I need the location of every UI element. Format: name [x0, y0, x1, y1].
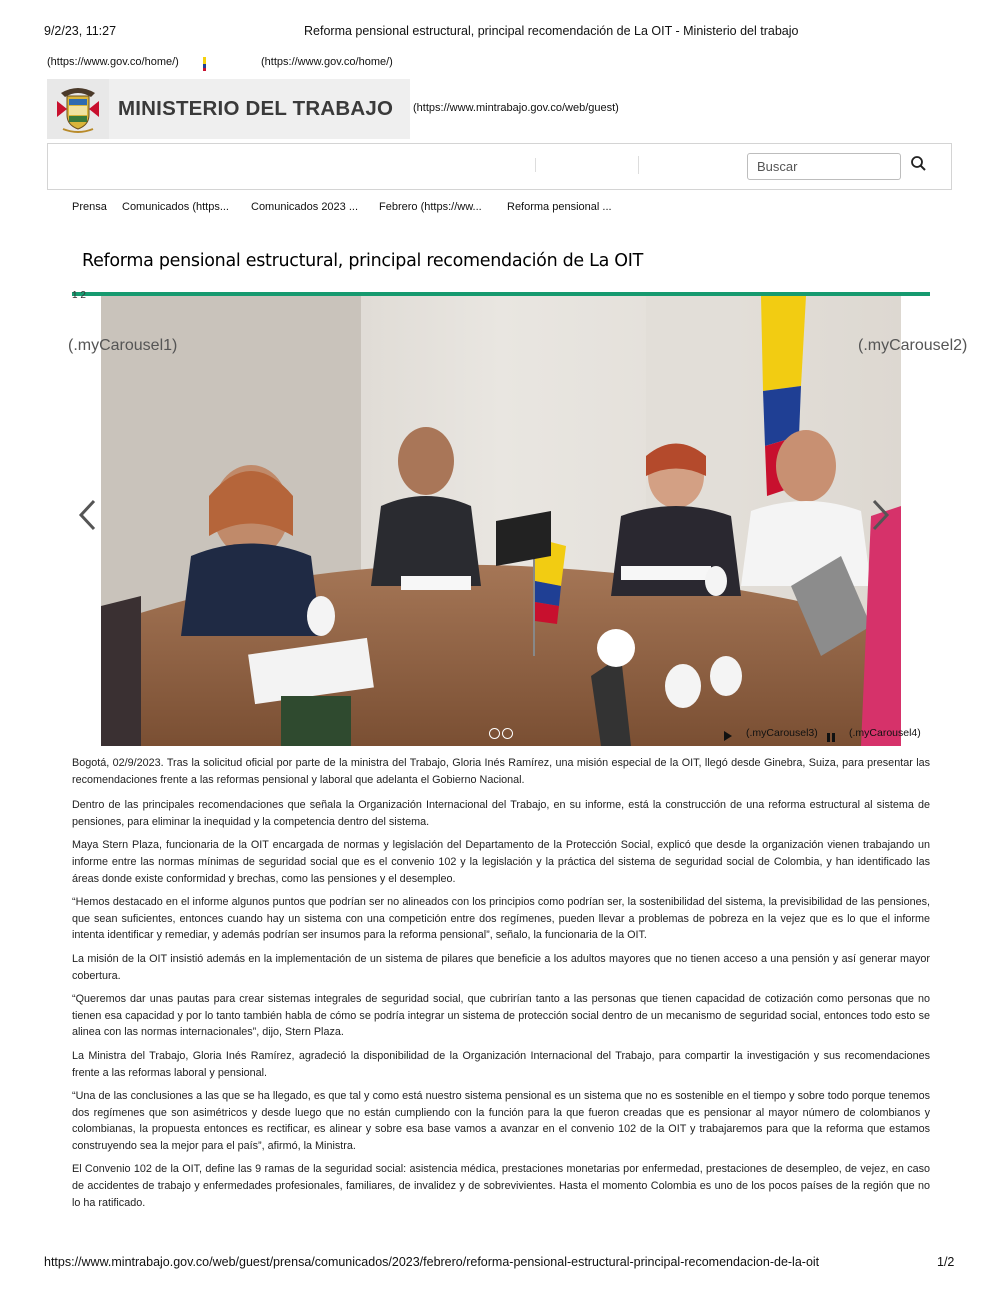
- search-icon[interactable]: [909, 154, 929, 174]
- carousel-pause-label[interactable]: (.myCarousel4): [849, 727, 921, 739]
- gov-home-link-2[interactable]: (https://www.gov.co/home/): [261, 56, 393, 68]
- ministry-title: MINISTERIO DEL TRABAJO: [118, 97, 394, 120]
- article-title: Reforma pensional estructural, principal recomendación de La OIT: [82, 251, 644, 271]
- chevron-right-icon[interactable]: [868, 498, 892, 532]
- search-input[interactable]: [747, 153, 901, 180]
- breadcrumb-current: Reforma pensional ...: [507, 201, 612, 213]
- breadcrumb-item[interactable]: Prensa: [72, 201, 107, 213]
- breadcrumb-item[interactable]: Comunicados (https...: [122, 201, 229, 213]
- ministry-logo[interactable]: [47, 79, 410, 139]
- carousel-indicator[interactable]: [489, 728, 500, 739]
- carousel-play-label[interactable]: (.myCarousel3): [746, 727, 818, 739]
- nav-divider: [638, 156, 639, 174]
- carousel-prev-label[interactable]: (.myCarousel1): [68, 337, 178, 354]
- article-paragraph: Bogotá, 02/9/2023. Tras la solicitud oficial por parte de la ministra del Trabajo, Gloria Inés Ramírez, una misión especial de la OIT, llegó desde Ginebra, Suiza, para presentar las recomendaciones frente a las reformas pensional y laboral que adelanta el Gobierno Nacional.: [72, 757, 930, 786]
- chevron-left-icon[interactable]: [76, 498, 100, 532]
- article-paragraph: Maya Stern Plaza, funcionaria de la OIT encargada de normas y legislación del Departamento de la Protección Social, explicó que desde la organización vienen trabajando un informe entre las normas mínimas de seguridad social que es el convenio 102 y la legislación y la práctica del sistema de seguridad social de Colombia, y han identificado las áreas donde existe conformidad y brechas, como las pensiones y el desempleo.: [72, 839, 930, 885]
- print-doc-title: Reforma pensional estructural, principal recomendación de La OIT - Ministerio del trabajo: [304, 24, 799, 38]
- article-paragraph: La Ministra del Trabajo, Gloria Inés Ramírez, agradeció la disponibilidad de la Organización Internacional del Trabajo, para compartir la investigación y sus recomendaciones frente a las reformas laboral y pensional.: [72, 1049, 930, 1079]
- article-paragraph: El Convenio 102 de la OIT, define las 9 ramas de la seguridad social: asistencia médica, prestaciones monetarias por enfermedad, prestaciones de desempleo, de vejez, en caso de accidentes de trabajo y enfermedades profesionales, familiares, de invalidez y de sobrevivientes. Hasta el momento Colombia es uno de los pocos países de la región que no lo ha ratificado.: [72, 1163, 930, 1209]
- article-body: [72, 755, 930, 1211]
- carousel-next-label[interactable]: (.myCarousel2): [858, 337, 968, 354]
- article-paragraph: La misión de la OIT insistió además en la implementación de un sistema de pilares que beneficie a los adultos mayores que no tienen acceso a una pensión y así generar mayor cobertura.: [72, 952, 930, 982]
- coat-of-arms-icon: [47, 79, 109, 139]
- carousel-image: [101, 296, 901, 746]
- carousel-focus-dot: [597, 629, 635, 667]
- ministry-home-link[interactable]: (https://www.mintrabajo.gov.co/web/guest): [413, 102, 619, 114]
- slide-counter: 1 2: [72, 290, 86, 301]
- breadcrumb-item[interactable]: Febrero (https://ww...: [379, 201, 482, 213]
- article-paragraph: “Hemos destacado en el informe algunos puntos que podrían ser no alineados con los principios como podrían ser, la sostenibilidad del sistema, la previsibilidad de las pensiones, que sean suficientes, entonces cuando hay un sistema con una competición entre dos regímenes, pueden llevar a problemas de pobreza en la vejez que es lo que el informe intenta identificar y remediar, y además podrían ser insumos para la reforma pensional”, señalo, la funcionaria de la OIT.: [72, 896, 930, 942]
- print-footer-url: https://www.mintrabajo.gov.co/web/guest/prensa/comunicados/2023/febrero/reforma-pensional-estructural-principal-recomendacion-de-la-oit: [44, 1255, 820, 1269]
- nav-divider: [535, 158, 536, 172]
- print-page-number: 1/2: [937, 1255, 955, 1269]
- pause-icon[interactable]: [827, 729, 835, 738]
- carousel-indicator[interactable]: [502, 728, 513, 739]
- breadcrumb-item[interactable]: Comunicados 2023 ...: [251, 201, 359, 213]
- print-datetime: 9/2/23, 11:27: [44, 24, 117, 38]
- article-paragraph: Dentro de las principales recomendaciones que señala la Organización Internacional del Trabajo, en su informe, está la construcción de una reforma estructural al sistema de pensiones, para eliminar la inequidad y la competencia dentro del sistema.: [72, 799, 930, 828]
- article-paragraph: “Una de las conclusiones a las que se ha llegado, es que tal y como está nuestro sistema pensional es un sistema que no es sostenible en el tiempo y sobre todo porque tenemos dos regímenes que son asimétricos y desde luego que no están cumpliendo con la función para la que fueron creadas que es pensionar al mayor número de colombianos y colombianas, la propuesta entonces es rectificar, es alinear y sobre esa base vamos a avanzar en el convenio 102 de la OIT y trabajaremos para que la reforma que estamos construyendo sea la mejor para el país”, afirmó, la Ministra.: [72, 1090, 930, 1152]
- article-paragraph: “Queremos dar unas pautas para crear sistemas integrales de seguridad social, que cubrirían tanto a las personas que tienen capacidad de cotización como personas que no tienen esa capacidad y por lo tanto también habla de cómo se podría integrar un sistema de protección social dentro de un mecanismo de seguridad social, entonces todo esto se alinea con las normas internacionales”, dijo, Stern Plaza.: [72, 993, 930, 1039]
- gov-home-link[interactable]: (https://www.gov.co/home/): [47, 56, 179, 68]
- colombia-flag-strip: [203, 57, 206, 71]
- play-icon[interactable]: [723, 728, 733, 738]
